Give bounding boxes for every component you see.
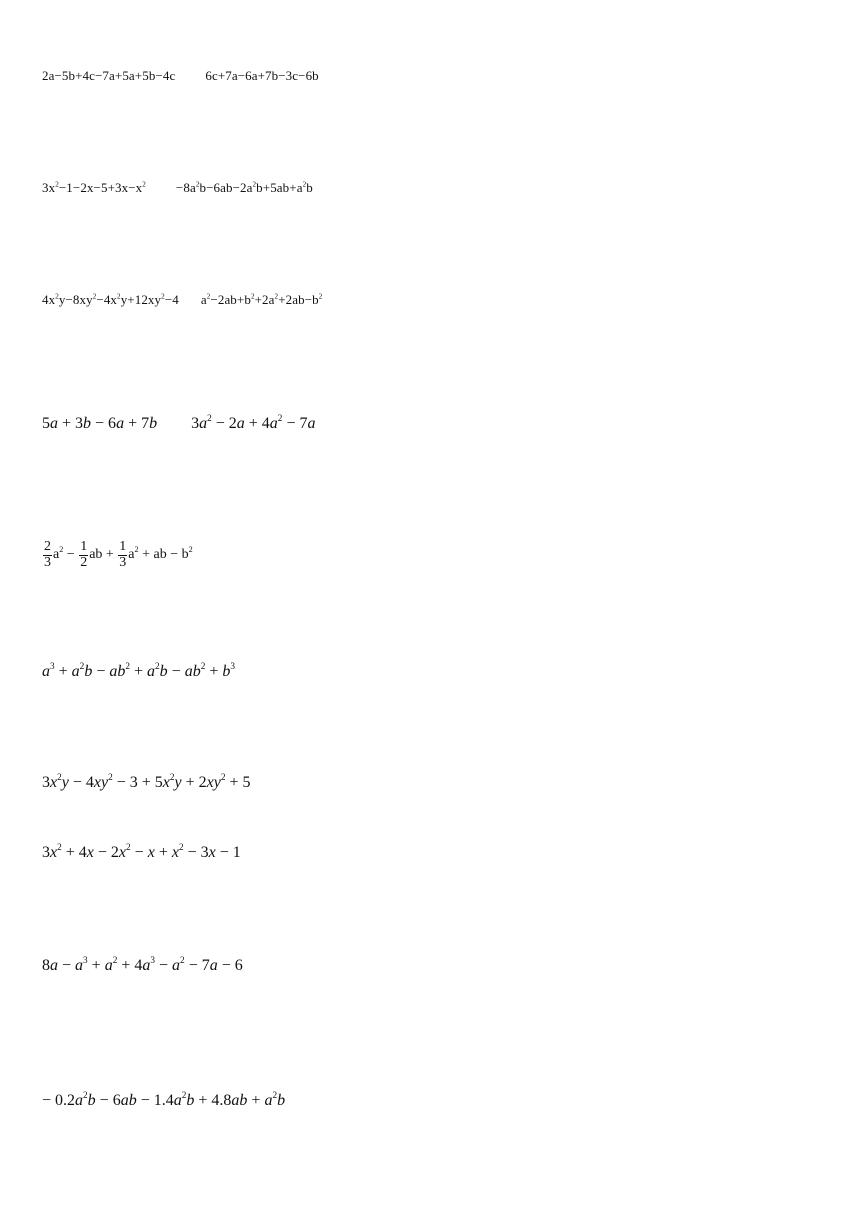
problem-5-part-1: $\frac{2}{3}$ $a^2$ − $\frac{1}{2}$ ab + $\frac{1}{3}$ $a^2$ + ab − $b^2$ <box>44 539 193 570</box>
problem-3-part-2: $a^2-2ab+b^2+2a^2+2ab-b^2$ <box>200 292 323 307</box>
problem-1-part-2: 6c+7a−6a+7b−3c−6b <box>205 68 319 83</box>
problem-8-part-1: $3x^2 + 4x - 2x^2 - x + x^2 - 3x - 1$ <box>42 843 241 861</box>
problem-9-part-1: $8a - a^3 + a^2 + 4a^3 - a^2 - 7a - 6$ <box>42 956 243 974</box>
problem-4-part-2: $3a^2 - 2a + 4a^2 - 7a$ <box>191 414 316 432</box>
problem-4-part-1: 5a + 3b − 6a + 7b <box>42 415 158 432</box>
problem-2-part-1: $3x^2-1-2x-5+3x-x^2$ <box>42 180 146 195</box>
problem-10 <box>42 1092 285 1110</box>
problem-8 <box>42 844 241 862</box>
problem-6-part-1: $a^3 + a^2b - ab^2 + a^2b - ab^2 + b^3$ <box>42 662 235 680</box>
problem-3 <box>42 292 322 308</box>
problem-1-part-1: 2a−5b+4c−7a+5a+5b−4c <box>42 68 176 83</box>
problem-6 <box>42 663 235 681</box>
problem-2-part-2: $-8a^2b-6ab-2a^2b+5ab+a^2b$ <box>175 180 313 195</box>
problem-5 <box>42 540 193 570</box>
problem-3-part-1: $4x^2y-8xy^2-4x^2y+12xy^2-4$ <box>42 292 179 307</box>
problem-7-part-1: $3x^2y - 4xy^2 - 3 + 5x^2y + 2xy^2 + 5$ <box>42 773 251 791</box>
problem-1 <box>42 68 319 84</box>
problem-10-part-1: − $0.2a^2b - 6ab - 1.4a^2b + 4.8ab + a^2b$ <box>42 1091 286 1109</box>
problem-2 <box>42 180 313 196</box>
problem-9 <box>42 957 243 975</box>
problem-7 <box>42 774 251 792</box>
problem-4 <box>42 415 315 433</box>
